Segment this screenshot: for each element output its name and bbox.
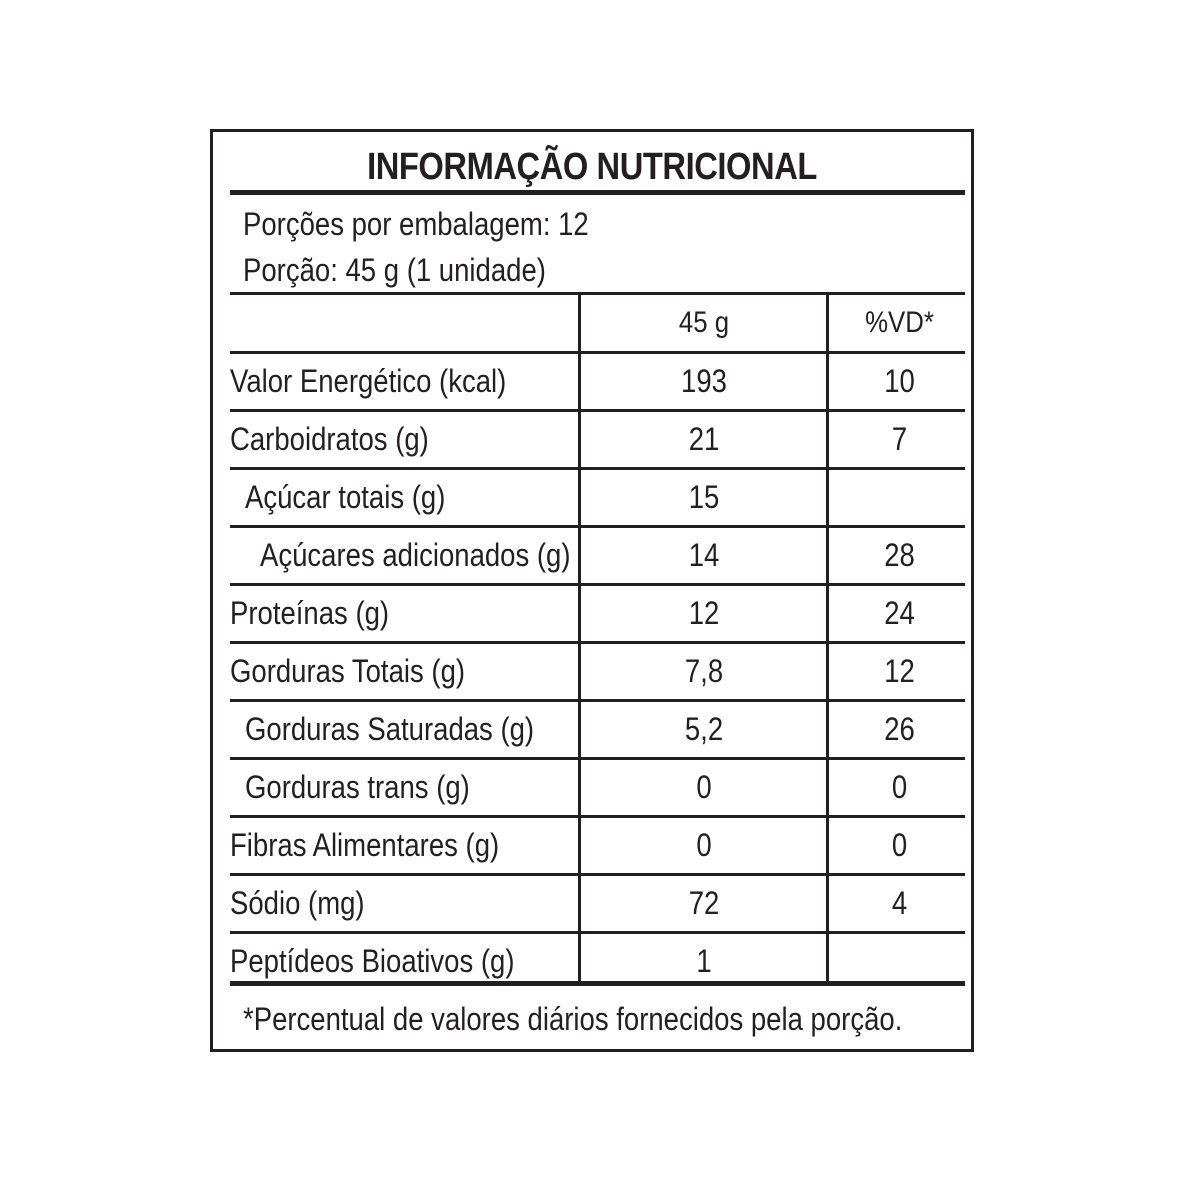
- table-bottom-rule: [230, 981, 965, 986]
- servings-per-package: Porções por embalagem: 12: [243, 206, 589, 242]
- nutrient-daily-value: 7: [891, 420, 908, 457]
- nutrient-label: Carboidratos (g): [230, 420, 429, 457]
- panel-title: INFORMAÇÃO NUTRICIONAL: [367, 146, 817, 188]
- nutrient-daily-value: [838, 469, 961, 525]
- title-divider: [230, 190, 965, 195]
- serving-size: Porção: 45 g (1 unidade): [243, 252, 546, 288]
- nutrient-quantity: 12: [688, 594, 720, 631]
- nutrient-quantity: 21: [688, 420, 720, 457]
- nutrient-quantity: 1: [696, 942, 712, 979]
- table-row: [230, 469, 965, 525]
- nutrient-daily-value: 10: [884, 362, 915, 399]
- nutrient-label: Proteínas (g): [230, 594, 390, 631]
- nutrient-quantity: 15: [688, 478, 720, 515]
- nutrient-daily-value: 28: [884, 536, 915, 573]
- nutrient-label: Gorduras Saturadas (g): [245, 710, 535, 747]
- nutrient-quantity: 7,8: [684, 652, 724, 689]
- nutrient-label: Gorduras Totais (g): [230, 652, 466, 689]
- nutrient-label: Açúcares adicionados (g): [260, 536, 571, 573]
- table-row: [230, 817, 965, 873]
- nutrient-daily-value: 0: [891, 768, 908, 805]
- table-header-row: [230, 295, 965, 351]
- nutrient-label: Fibras Alimentares (g): [230, 826, 500, 863]
- nutrient-quantity: 14: [688, 536, 720, 573]
- table-row: [230, 411, 965, 467]
- column-header-daily-value: %VD*: [865, 306, 934, 339]
- nutrition-facts-panel: [210, 129, 974, 1052]
- nutrient-daily-value: 0: [891, 826, 908, 863]
- table-row: [230, 585, 965, 641]
- table-row: [230, 643, 965, 699]
- nutrient-label: Peptídeos Bioativos (g): [230, 942, 515, 979]
- column-header-quantity: 45 g: [678, 306, 730, 339]
- table-row: [230, 875, 965, 931]
- nutrient-daily-value: 26: [884, 710, 915, 747]
- nutrient-label: Açúcar totais (g): [245, 478, 446, 515]
- nutrient-quantity: 5,2: [684, 710, 724, 747]
- nutrient-quantity: 72: [688, 884, 720, 921]
- nutrient-quantity: 0: [696, 768, 712, 805]
- nutrient-daily-value: 4: [891, 884, 908, 921]
- table-row: [230, 353, 965, 409]
- table-row: [230, 701, 965, 757]
- nutrient-daily-value: 12: [884, 652, 915, 689]
- table-row: [230, 759, 965, 815]
- nutrient-label: Gorduras trans (g): [245, 768, 470, 805]
- nutrient-daily-value: 24: [884, 594, 915, 631]
- nutrient-label: Sódio (mg): [230, 884, 365, 921]
- nutrient-quantity: 193: [681, 362, 727, 399]
- nutrient-quantity: 0: [696, 826, 712, 863]
- footnote: *Percentual de valores diários fornecidos pela porção.: [243, 1001, 903, 1037]
- nutrient-label: Valor Energético (kcal): [230, 362, 507, 399]
- table-row: [230, 527, 965, 583]
